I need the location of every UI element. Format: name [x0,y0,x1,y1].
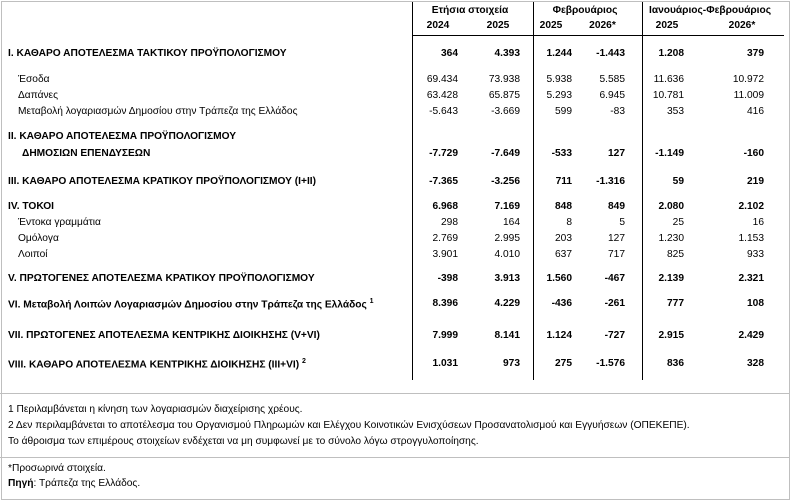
value-cell: 73.938 [488,74,520,85]
provisional-note: *Προσωρινά στοιχεία. [8,463,106,474]
value-cell: 2.915 [658,330,684,341]
header-underline [412,35,784,36]
value-cell: 127 [608,148,625,159]
value-cell: 328 [747,358,764,369]
value-cell: 2.995 [494,233,520,244]
value-cell: 4.229 [494,298,520,309]
source-text: : Τράπεζα της Ελλάδος. [33,478,141,489]
year-header-cell: 2025 [655,20,679,31]
value-cell: 1.031 [432,358,458,369]
year-header-cell: 2026* [589,20,616,31]
notes-separator [0,457,790,458]
value-cell: 203 [555,233,572,244]
value-cell: 4.010 [494,249,520,260]
footnote: 1 Περιλαμβάνεται η κίνηση των λογαριασμών διαχείρισης χρέους. [8,404,303,415]
value-cell: 1.208 [658,48,684,59]
value-cell: 4.393 [494,48,520,59]
value-cell: 275 [555,358,572,369]
group-february: Φεβρουάριος [552,5,618,16]
value-cell: 11.009 [733,90,764,101]
value-cell: -533 [551,148,572,159]
value-cell: 825 [667,249,684,260]
value-cell: 3.913 [494,273,520,284]
value-cell: 11.636 [653,74,684,85]
value-cell: -398 [437,273,458,284]
value-cell: 127 [608,233,625,244]
value-cell: 10.781 [652,90,684,101]
source-label: Πηγή [8,478,34,489]
row-label: Έσοδα [18,74,50,85]
year-header-cell: 2025 [539,20,563,31]
year-header-cell: 2024 [426,20,450,31]
value-cell: 6.945 [599,90,625,101]
value-cell: 59 [672,176,684,187]
value-cell: 8.396 [432,298,458,309]
value-cell: 63.428 [426,90,458,101]
value-cell: -1.316 [596,176,625,187]
value-cell: -1.576 [596,358,625,369]
value-cell: 5.585 [599,74,625,85]
row-label: IV. ΤΟΚΟΙ [8,201,54,212]
value-cell: 6.968 [432,201,458,212]
value-cell: -7.365 [429,176,458,187]
footnote-marker: 2 [301,358,306,365]
value-cell: 5.293 [546,90,572,101]
source-note [8,478,140,489]
value-cell: 5 [619,217,625,228]
value-cell: 2.080 [658,201,684,212]
row-label: ΔΗΜΟΣΙΩΝ ΕΠΕΝΔΥΣΕΩΝ [22,148,151,159]
value-cell: -3.256 [491,176,520,187]
value-cell: 16 [752,217,764,228]
row-label: VII. ΠΡΩΤΟΓΕΝΕΣ ΑΠΟΤΕΛΕΣΜΑ ΚΕΝΤΡΙΚΗΣ ΔΙΟΙΚΗΣΗΣ (V+VI) [8,330,320,341]
column-divider [642,2,643,380]
value-cell: 7.169 [494,201,520,212]
value-cell: 219 [747,176,764,187]
group-annual: Ετήσια στοιχεία [431,5,509,16]
value-cell: 973 [503,358,520,369]
value-cell: 65.875 [488,90,520,101]
row-label: Έντοκα γραμμάτια [18,217,101,228]
value-cell: 2.102 [738,201,764,212]
value-cell: 5.938 [546,74,572,85]
value-cell: 2.769 [432,233,458,244]
value-cell: 10.972 [732,74,764,85]
group-jan-feb: Ιανουάριος-Φεβρουάριος [648,5,771,16]
row-label: I. ΚΑΘΑΡΟ ΑΠΟΤΕΛΕΣΜΑ ΤΑΚΤΙΚΟΥ ΠΡΟΫΠΟΛΟΓΙΣΜΟΥ [8,48,287,59]
value-cell: -1.149 [655,148,684,159]
value-cell: 1.124 [546,330,572,341]
value-cell: 848 [555,201,572,212]
value-cell: 379 [747,48,764,59]
value-cell: 8.141 [494,330,520,341]
row-label: Δαπάνες [18,90,59,101]
value-cell: -7.649 [491,148,520,159]
value-cell: 599 [555,106,572,117]
value-cell: 3.901 [432,249,458,260]
column-divider [412,2,413,380]
value-cell: 108 [747,298,764,309]
value-cell: 1.244 [546,48,572,59]
value-cell: 777 [667,298,684,309]
value-cell: 711 [555,176,572,187]
value-cell: -5.643 [429,106,458,117]
value-cell: -467 [604,273,625,284]
value-cell: 353 [667,106,684,117]
footnote: 2 Δεν περιλαμβάνεται το αποτέλεσμα του Οργανισμού Πληρωμών και Ελέγχου Κοινοτικών Ενισχύσεων Προσανατολισμού και Εγγυήσεων (ΟΠΕΚΕΠΕ). [8,420,690,431]
row-label: VI. Μεταβολή Λοιπών Λογαριασμών Δημοσίου στην Τράπεζα της Ελλάδος $^1$ [8,298,374,311]
value-cell: -160 [743,148,764,159]
footnote-separator [0,393,790,394]
row-label: Μεταβολή λογαριασμών Δημοσίου στην Τράπεζα της Ελλάδος [18,106,298,117]
value-cell: -1.443 [596,48,625,59]
value-cell: 364 [441,48,458,59]
value-cell: 25 [672,217,684,228]
value-cell: 717 [608,249,625,260]
value-cell: 8 [566,217,572,228]
value-cell: 836 [667,358,684,369]
year-header-cell: 2025 [486,20,510,31]
value-cell: 298 [441,217,458,228]
value-cell: 1.230 [658,233,684,244]
row-label: VIII. ΚΑΘΑΡΟ ΑΠΟΤΕΛΕΣΜΑ ΚΕΝΤΡΙΚΗΣ ΔΙΟΙΚΗΣΗΣ (III+VI) $^2$ [8,358,306,371]
value-cell: 1.153 [738,233,764,244]
value-cell: -83 [610,106,625,117]
value-cell: 637 [555,249,572,260]
value-cell: -7.729 [429,148,458,159]
row-label: V. ΠΡΩΤΟΓΕΝΕΣ ΑΠΟΤΕΛΕΣΜΑ ΚΡΑΤΙΚΟΥ ΠΡΟΫΠΟΛΟΓΙΣΜΟΥ [8,273,315,284]
value-cell: -727 [604,330,625,341]
value-cell: 849 [608,201,625,212]
value-cell: 933 [747,249,764,260]
year-header-cell: 2026* [728,20,756,31]
row-label: II. ΚΑΘΑΡΟ ΑΠΟΤΕΛΕΣΜΑ ΠΡΟΫΠΟΛΟΓΙΣΜΟΥ [8,131,237,142]
value-cell: 416 [747,106,764,117]
value-cell: 164 [503,217,520,228]
value-cell: 2.321 [738,273,764,284]
footnote: Το άθροισμα των επιμέρους στοιχείων ενδέχεται να μη συμφωνεί με το σύνολο λόγω στρογγυλοποίησης. [8,436,479,447]
value-cell: -436 [551,298,572,309]
value-cell: 69.434 [426,74,458,85]
value-cell: 7.999 [432,330,458,341]
row-label: Λοιποί [18,249,48,260]
value-cell: 1.560 [546,273,572,284]
value-cell: 2.429 [738,330,764,341]
footnote-marker: 1 [369,298,374,305]
value-cell: -261 [604,298,625,309]
row-label: Ομόλογα [18,233,59,244]
value-cell: 2.139 [658,273,684,284]
value-cell: -3.669 [491,106,520,117]
row-label: III. ΚΑΘΑΡΟ ΑΠΟΤΕΛΕΣΜΑ ΚΡΑΤΙΚΟΥ ΠΡΟΫΠΟΛΟΓΙΣΜΟΥ (I+II) [8,176,317,187]
